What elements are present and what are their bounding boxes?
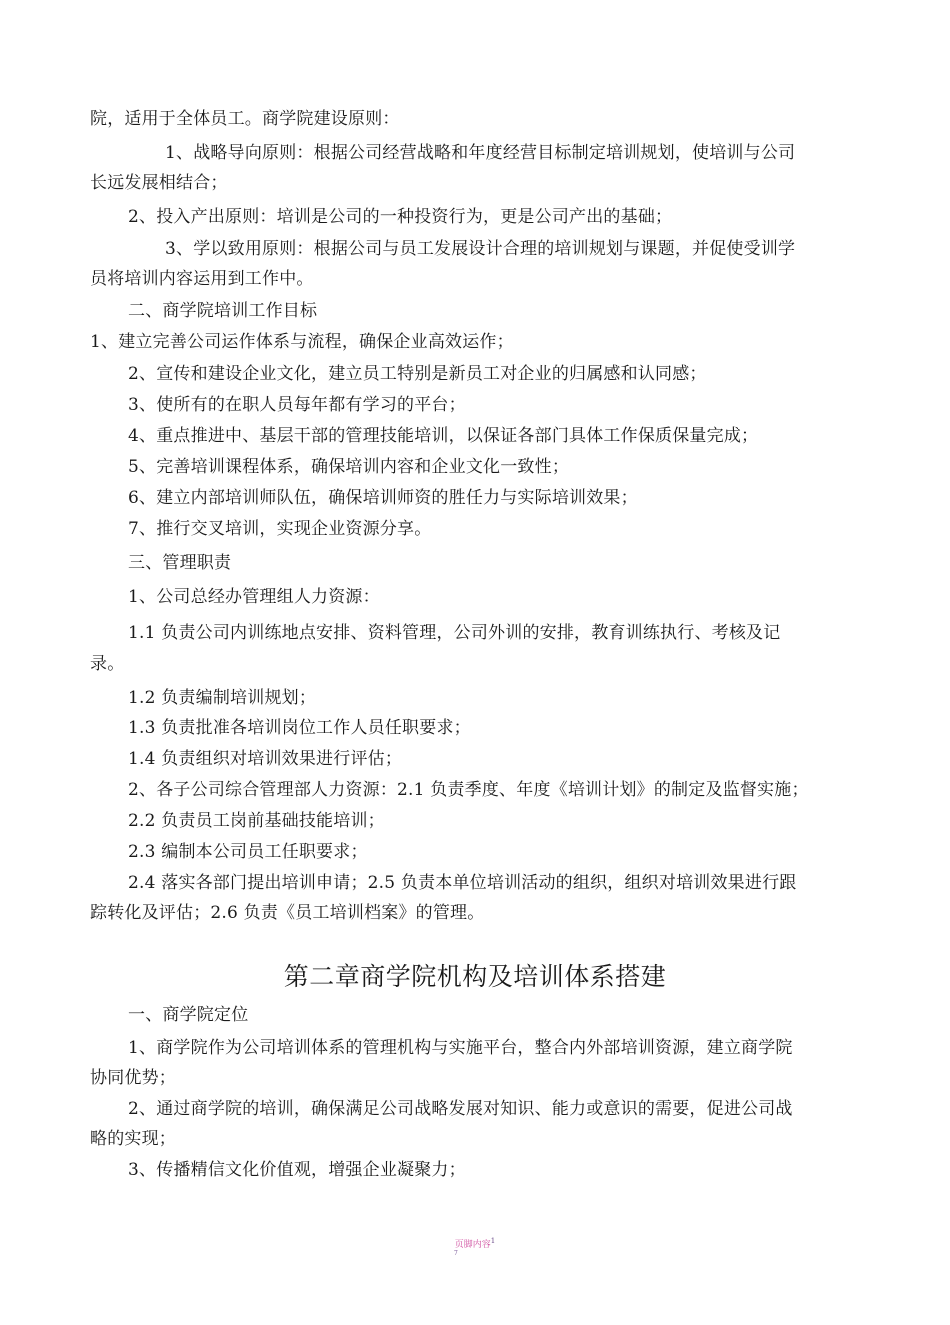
paragraph-line: 1.3 负责批准各培训岗位工作人员任职要求； — [128, 718, 471, 738]
paragraph-line: 员将培训内容运用到工作中。 — [90, 269, 314, 289]
paragraph-line: 1、战略导向原则：根据公司经营战略和年度经营目标制定培训规划，使培训与公司 — [165, 143, 796, 163]
paragraph-line: 1.4 负责组织对培训效果进行评估； — [128, 749, 403, 769]
paragraph-line: 2.2 负责员工岗前基础技能培训； — [128, 811, 385, 831]
paragraph-line: 略的实现； — [90, 1129, 176, 1149]
paragraph-line: 3、学以致用原则：根据公司与员工发展设计合理的培训规划与课题，并促使受训学 — [165, 239, 796, 259]
chapter-title: 第二章商学院机构及培训体系搭建 — [283, 962, 667, 991]
paragraph-line: 踪转化及评估；2.6 负责《员工培训档案》的管理。 — [90, 903, 485, 923]
paragraph-line: 1.2 负责编制培训规划； — [128, 688, 317, 708]
paragraph-line: 长远发展相结合； — [90, 173, 228, 193]
paragraph-line: 2、投入产出原则：培训是公司的一种投资行为，更是公司产出的基础； — [128, 207, 673, 227]
section-heading: 三、管理职责 — [128, 553, 232, 573]
paragraph-line: 1、建立完善公司运作体系与流程，确保企业高效运作； — [90, 332, 514, 352]
paragraph-line: 2、各子公司综合管理部人力资源：2.1 负责季度、年度《培训计划》的制定及监督实施； — [128, 780, 809, 800]
paragraph-line: 2、通过商学院的培训，确保满足公司战略发展对知识、能力或意识的需要，促进公司战 — [128, 1099, 793, 1119]
paragraph-line: 2.3 编制本公司员工任职要求； — [128, 842, 368, 862]
paragraph-line: 录。 — [90, 654, 125, 674]
paragraph-line: 2.4 落实各部门提出培训申请；2.5 负责本单位培训活动的组织，组织对培训效果进行跟 — [128, 873, 797, 893]
footer-label: 页脚内容 — [454, 1240, 491, 1250]
paragraph-line: 4、重点推进中、基层干部的管理技能培训，以保证各部门具体工作保质保量完成； — [128, 426, 759, 446]
paragraph-line: 3、传播精信文化价值观，增强企业凝聚力； — [128, 1160, 466, 1180]
section-heading: 一、商学院定位 — [128, 1005, 249, 1025]
section-heading: 二、商学院培训工作目标 — [128, 301, 318, 321]
paragraph-line: 7、推行交叉培训，实现企业资源分享。 — [128, 519, 432, 539]
paragraph-line: 2、宣传和建设企业文化，建立员工特别是新员工对企业的归属感和认同感； — [128, 364, 707, 384]
paragraph-line: 院，适用于全体员工。商学院建设原则： — [90, 109, 400, 129]
page-footer — [0, 1235, 950, 1257]
footer-page-number: 7 — [454, 1250, 458, 1257]
paragraph-line: 协同优势； — [90, 1068, 176, 1088]
paragraph-line: 1、公司总经办管理组人力资源： — [128, 587, 380, 607]
paragraph-line: 1、商学院作为公司培训体系的管理机构与实施平台，整合内外部培训资源，建立商学院 — [128, 1038, 793, 1058]
paragraph-line: 3、使所有的在职人员每年都有学习的平台； — [128, 395, 466, 415]
footer-superscript: 1 — [490, 1237, 496, 1245]
paragraph-line: 5、完善培训课程体系，确保培训内容和企业文化一致性； — [128, 457, 570, 477]
paragraph-line: 6、建立内部培训师队伍，确保培训师资的胜任力与实际培训效果； — [128, 488, 638, 508]
paragraph-line: 1.1 负责公司内训练地点安排、资料管理，公司外训的安排，教育训练执行、考核及记 — [128, 623, 781, 643]
